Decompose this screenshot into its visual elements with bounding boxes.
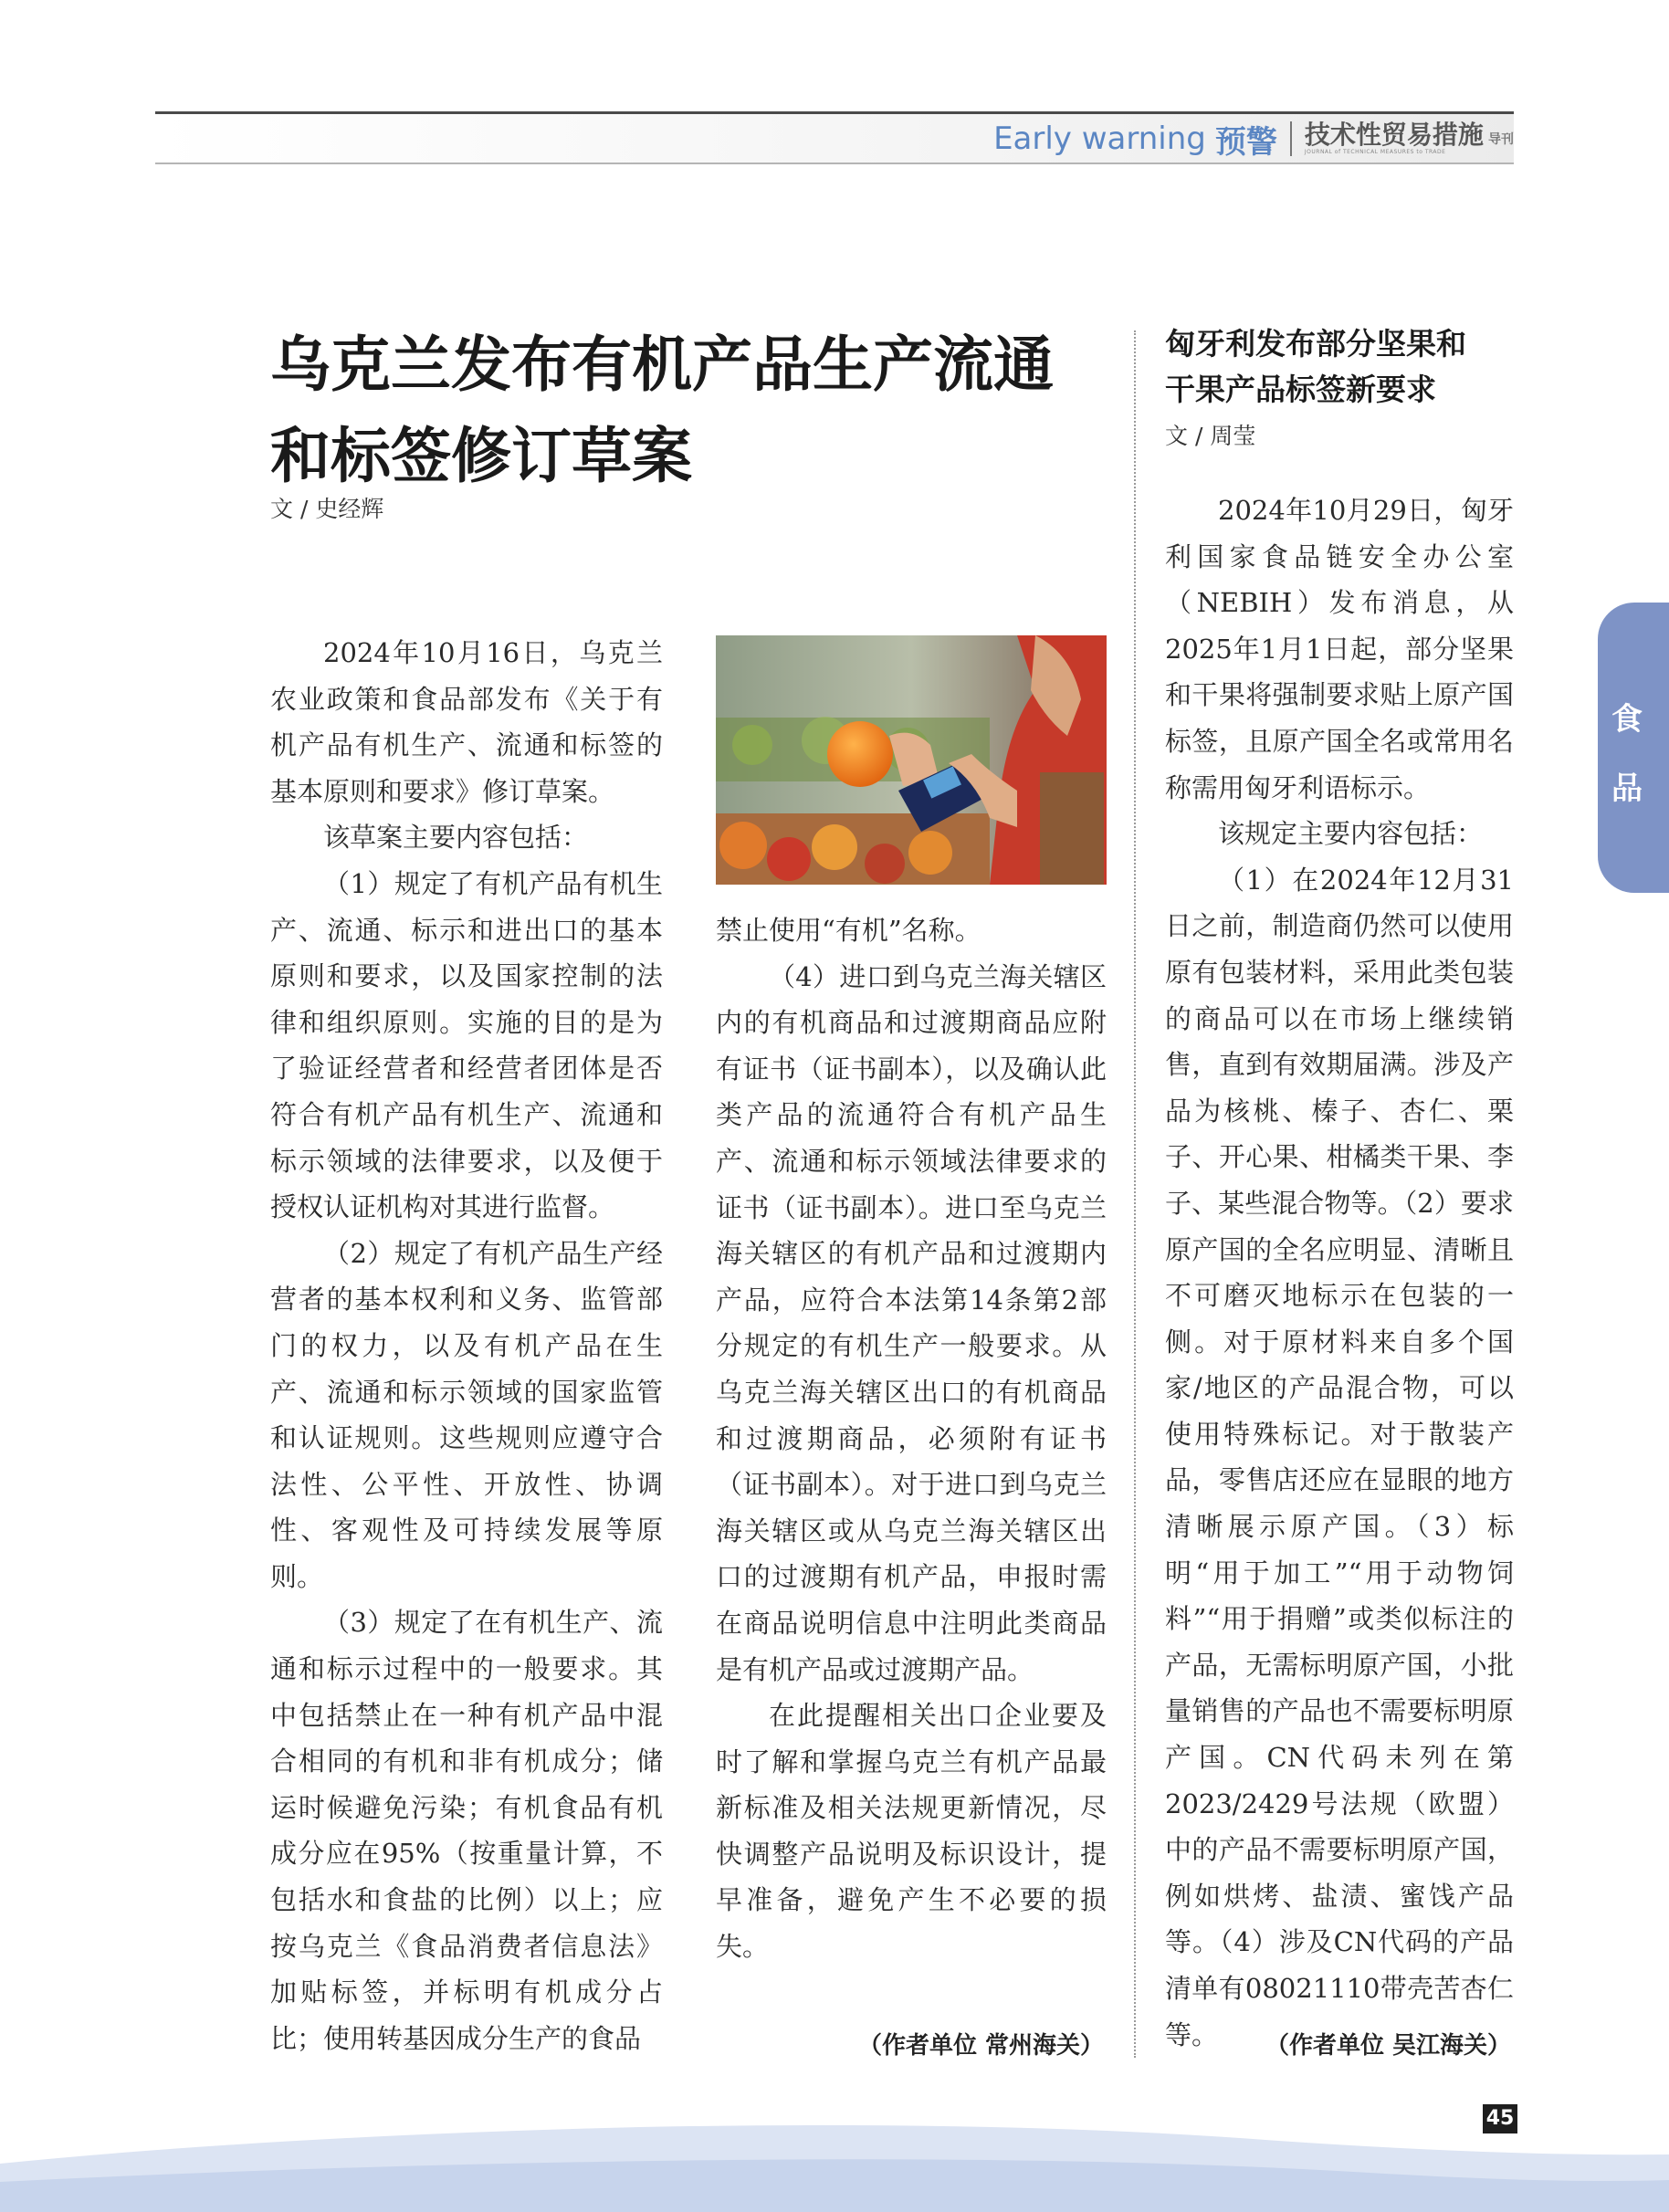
page-number: 45 [1483,2104,1517,2133]
section-label-en: Early warning [993,121,1206,157]
paragraph: （1）规定了有机产品有机生产、流通、标示和进出口的基本原则和要求，以及国家控制的法律和组织原则。实施的目的是为了验证经营者和经营者团体是否符合有机产品有机生产、流通和标示领域的法律要求，以及便于授权认证机构对其进行监督。 [270,867,663,1223]
paragraph: 该规定主要内容包括： [1218,818,1484,850]
side-article-title: 匈牙利发布部分坚果和 干果产品标签新要求 [1165,326,1466,407]
journal-name-suffix: 导刊 [1488,132,1514,147]
paragraph: （3）规定了在有机生产、流通和标示过程中的一般要求。其中包括禁止在一种有机产品中混合相同的有机和非有机成分；储运时候避免污染；有机食品有机成分应在95%（按重量计算，不包括水和食盐的比例）以上；应按乌克兰《食品消费者信息法》加贴标签，并标明有机成分占比；使用转基因成分生产的食品 [270,1607,663,2054]
main-article-title: 乌克兰发布有机产品生产流通 和标签修订草案 [270,330,1054,491]
paragraph: （1）在2024年12月31日之前，制造商仍然可以使用原有包装材料，采用此类包装的商品可以在市场上继续销售，直到有效期届满。涉及产品为核桃、榛子、杏仁、栗子、开心果、柑橘类干果、李子、某些混合物等。（2）要求原产国的全名应明显、清晰且不可磨灭地标示在包装的一侧。对于原材料来自多个国家/地区的产品混合物，可以使用特殊标记。对于散装产品，零售店还应在显眼的地方清晰展示原产国。（3）标明“用于加工”“用于动物饲料”“用于捐赠”或类似标注的产品，无需标明原产国，小批量销售的产品也不需要标明原产国。CN代码未列在第2023/2429号法规（欧盟）中的产品不需要标明原产国，例如烘烤、盐渍、蜜饯产品等。（4）涉及CN代码的产品清单有08021110带壳苦杏仁等。 [1165,864,1514,2050]
journal-name: 技术性贸易措施 [1304,120,1484,150]
header-separator [1290,121,1292,156]
side-article-column [1165,487,1514,2058]
paragraph: 在此提醒相关出口企业要及时了解和掌握乌克兰有机产品最新标准及相关法规更新情况，尽快调整产品说明及标识设计，提早准备，避免产生不必要的损失。 [716,1700,1107,1963]
paragraph: （4）进口到乌克兰海关辖区内的有机商品和过渡期商品应附有证书（证书副本），以及确认此类产品的流通符合有机产品生产、流通和标示领域法律要求的证书（证书副本）。进口至乌克兰海关辖区的有机产品和过渡期内产品，应符合本法第14条第2部分规定的有机生产一般要求。从乌克兰海关辖区出口的有机商品和过渡期商品，必须附有证书（证书副本）。对于进口到乌克兰海关辖区或从乌克兰海关辖区出口的过渡期有机产品，申报时需在商品说明信息中注明此类商品是有机产品或过渡期产品。 [716,960,1107,1685]
paragraph: 该草案主要内容包括： [323,822,589,854]
paragraph: 2024年10月29日，匈牙利国家食品链安全办公室（NEBIH）发布消息，从2025年1月1日起，部分坚果和干果将强制要求贴上原产国标签，且原产国全名或常用名称需用匈牙利语标示。 [1165,495,1514,803]
paragraph: 2024年10月16日，乌克兰农业政策和食品部发布《关于有机产品有机生产、流通和标签的基本原则和要求》修订草案。 [270,637,663,807]
header-rule-bottom [155,162,1514,164]
main-article-affiliation: （作者单位 常州海关） [858,2032,1105,2060]
market-scanner-photo [716,635,1107,885]
section-tab-char: 食 [1611,701,1643,738]
side-article-affiliation: （作者单位 吴江海关） [1265,2032,1512,2060]
paragraph: 禁止使用“有机”名称。 [716,915,981,946]
main-article-column-2 [716,907,1107,1970]
section-label-cn: 预警 [1214,123,1277,161]
column-divider [1134,330,1136,2058]
running-header [993,117,1514,161]
article-photo [716,635,1107,885]
paragraph: （2）规定了有机产品生产经营者的基本权利和义务、监管部门的权力，以及有机产品在生产、流通和标示领域的国家监管和认证规则。这些规则应遵守合法性、公平性、开放性、协调性、客观性及可持续发展等原则。 [270,1237,663,1592]
section-tab-char: 品 [1611,771,1643,807]
main-article-column-1 [270,630,663,2061]
footer-wave [0,2100,1669,2212]
journal-name-en: JOURNAL of TECHNICAL MEASURES to TRADE [1304,149,1446,155]
header-rule-top [155,111,1514,114]
journal-logo [1305,121,1514,156]
side-article-byline: 文 / 周莹 [1165,423,1256,449]
main-article-byline: 文 / 史经辉 [270,496,384,522]
section-tab-food [1598,603,1669,893]
